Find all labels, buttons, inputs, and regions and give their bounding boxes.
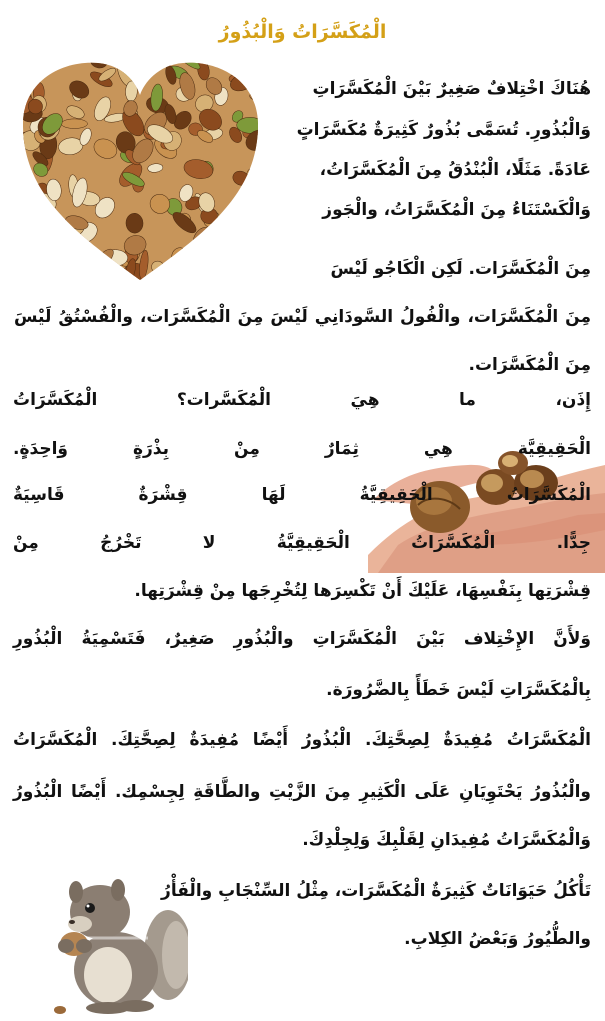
nut-shape: [61, 119, 87, 129]
nut-shape: [27, 253, 60, 284]
text-line: الْمُكَسَّرَاتُ الْحَقِيقِيَّةُ لَهَا قِشْرَةٌ قَاسِيَةٌ: [13, 485, 591, 505]
nut-shape: [32, 220, 52, 251]
nut-shape: [18, 161, 29, 175]
nut-shape: [24, 247, 50, 271]
nut-shape: [207, 226, 224, 241]
text-line: جِدًّا. الْمُكَسَّرَاتُ الْحَقِيقِيَّةُ لا تَخْرُجُ مِنْ: [13, 533, 591, 553]
nut-shape: [18, 189, 33, 204]
text-line: وَالْمُكَسَّرَاتُ مُفِيدَانِ لِقَلْبِكَ وَلِجِلْدِكَ.: [302, 830, 591, 850]
nut-shape: [35, 250, 60, 278]
nut-shape: [191, 258, 215, 281]
nut-shape: [223, 263, 247, 286]
nut-shape: [18, 275, 31, 287]
text-line: وَالْبُذُورِ. تُسَمَّى بُذُورٌ كَثِيرَةٌ مُكَسَّرَاتٍ: [296, 120, 591, 140]
nut-shape: [33, 248, 52, 268]
text-line: هُنَاكَ اخْتِلافٌ صَغِيرٌ بَيْنَ الْمُكَسَّرَاتِ: [312, 79, 591, 99]
nut-shape: [242, 55, 260, 62]
nut-shape: [173, 260, 195, 282]
nut-shape: [129, 56, 149, 77]
nut-shape: [89, 272, 118, 287]
text-line: قِشْرَتِها بِنَفْسِهَا، عَلَيْكَ أَنْ تَكْسِرَها لِتُخْرِجَها مِنْ قِشْرَتِها.: [134, 581, 591, 601]
nut-shape: [37, 211, 61, 237]
nut-shape: [18, 227, 34, 248]
nut-shape: [25, 258, 49, 283]
text-line: إِذَن، ما هِيَ الْمُكَسَّرات؟ الْمُكَسَّرَاتُ: [13, 390, 591, 410]
nut-shape: [24, 55, 51, 73]
text-line: والْبُذُورُ يَحْتَوِيَانِ عَلَى الْكَثِيرِ مِنَ الزَّيْتِ والطَّاقَةِ لِجِسْمِك. أَيْضًا الْبُذُورُ: [13, 782, 591, 802]
text-line: مِنَ الْمُكَسَّرَات. لَكِن الْكَاجُو لَيْسَ: [330, 259, 591, 279]
text-line: بِالْمُكَسَّرَاتِ لَيْسَ خَطَأً بِالضَّرُورَة.: [326, 680, 591, 700]
text-line: وَالْكَسْتَنَاءُ مِنَ الْمُكَسَّرَاتُ، والْجَوز: [322, 200, 591, 220]
nut-shape: [242, 65, 263, 82]
text-line: مِنَ الْمُكَسَّرَات، والْفُولُ السَّودَانِي لَيْسَ مِنَ الْمُكَسَّرَات، والْفُسْتُقُ لَيْسَ: [14, 307, 591, 327]
nut-shape: [246, 186, 261, 206]
text-line: وَلأَنَّ الإِخْتِلاف بَيْنَ الْمُكَسَّرَاتِ والْبُذُورِ صَغِيرٌ، فَتَسْمِيَةُ الْبُذُورِ: [13, 629, 591, 649]
nut-shape: [30, 62, 46, 80]
nut-shape: [233, 266, 254, 287]
nut-shape: [38, 55, 64, 67]
nut-shape: [225, 202, 255, 229]
nut-shape: [244, 225, 263, 256]
text-line: الْحَقِيقِيَّة هِي ثِمَارٌ مِنْ بِذْرَةٍ وَاحِدَةٍ.: [13, 439, 591, 459]
nut-shape: [48, 226, 71, 252]
nut-shape: [196, 253, 225, 281]
nut-shape: [33, 214, 52, 235]
text-line: والطُّيُورُ وَبَعْضُ الكِلابِ.: [404, 929, 591, 949]
nut-shape: [32, 55, 55, 70]
nuts-heart-image: [18, 55, 263, 287]
nut-shape: [43, 232, 59, 257]
nut-shape: [166, 264, 185, 282]
text-line: مِنَ الْمُكَسَّرَات.: [468, 355, 591, 375]
nut-shape: [18, 220, 32, 241]
page-title: الْمُكَسَّرَاتُ وَالْبُذُورُ: [218, 21, 387, 43]
nut-shape: [246, 253, 263, 272]
text-line: عَادَةً. مَثَلًا، الْبُنْدُقُ مِنَ الْمُكَسَّرَاتُ،: [319, 160, 591, 180]
nut-shape: [42, 222, 62, 237]
text-line: تَأْكُلُ حَيَوَانَاتٌ كَثِيرَةٌ الْمُكَسَّرَات، مِثْلُ السِّنْجَابِ والْفَأْرُ: [161, 881, 591, 901]
text-line: الْمُكَسَّرَاتُ مُفِيدَةٌ لِصِحَّتِكَ. الْبُذُورُ أَيْضًا مُفِيدَةٌ لِصِحَّتِكَ. الْمُكَسَّرَاتُ: [13, 730, 591, 750]
nut-shape: [212, 266, 235, 287]
